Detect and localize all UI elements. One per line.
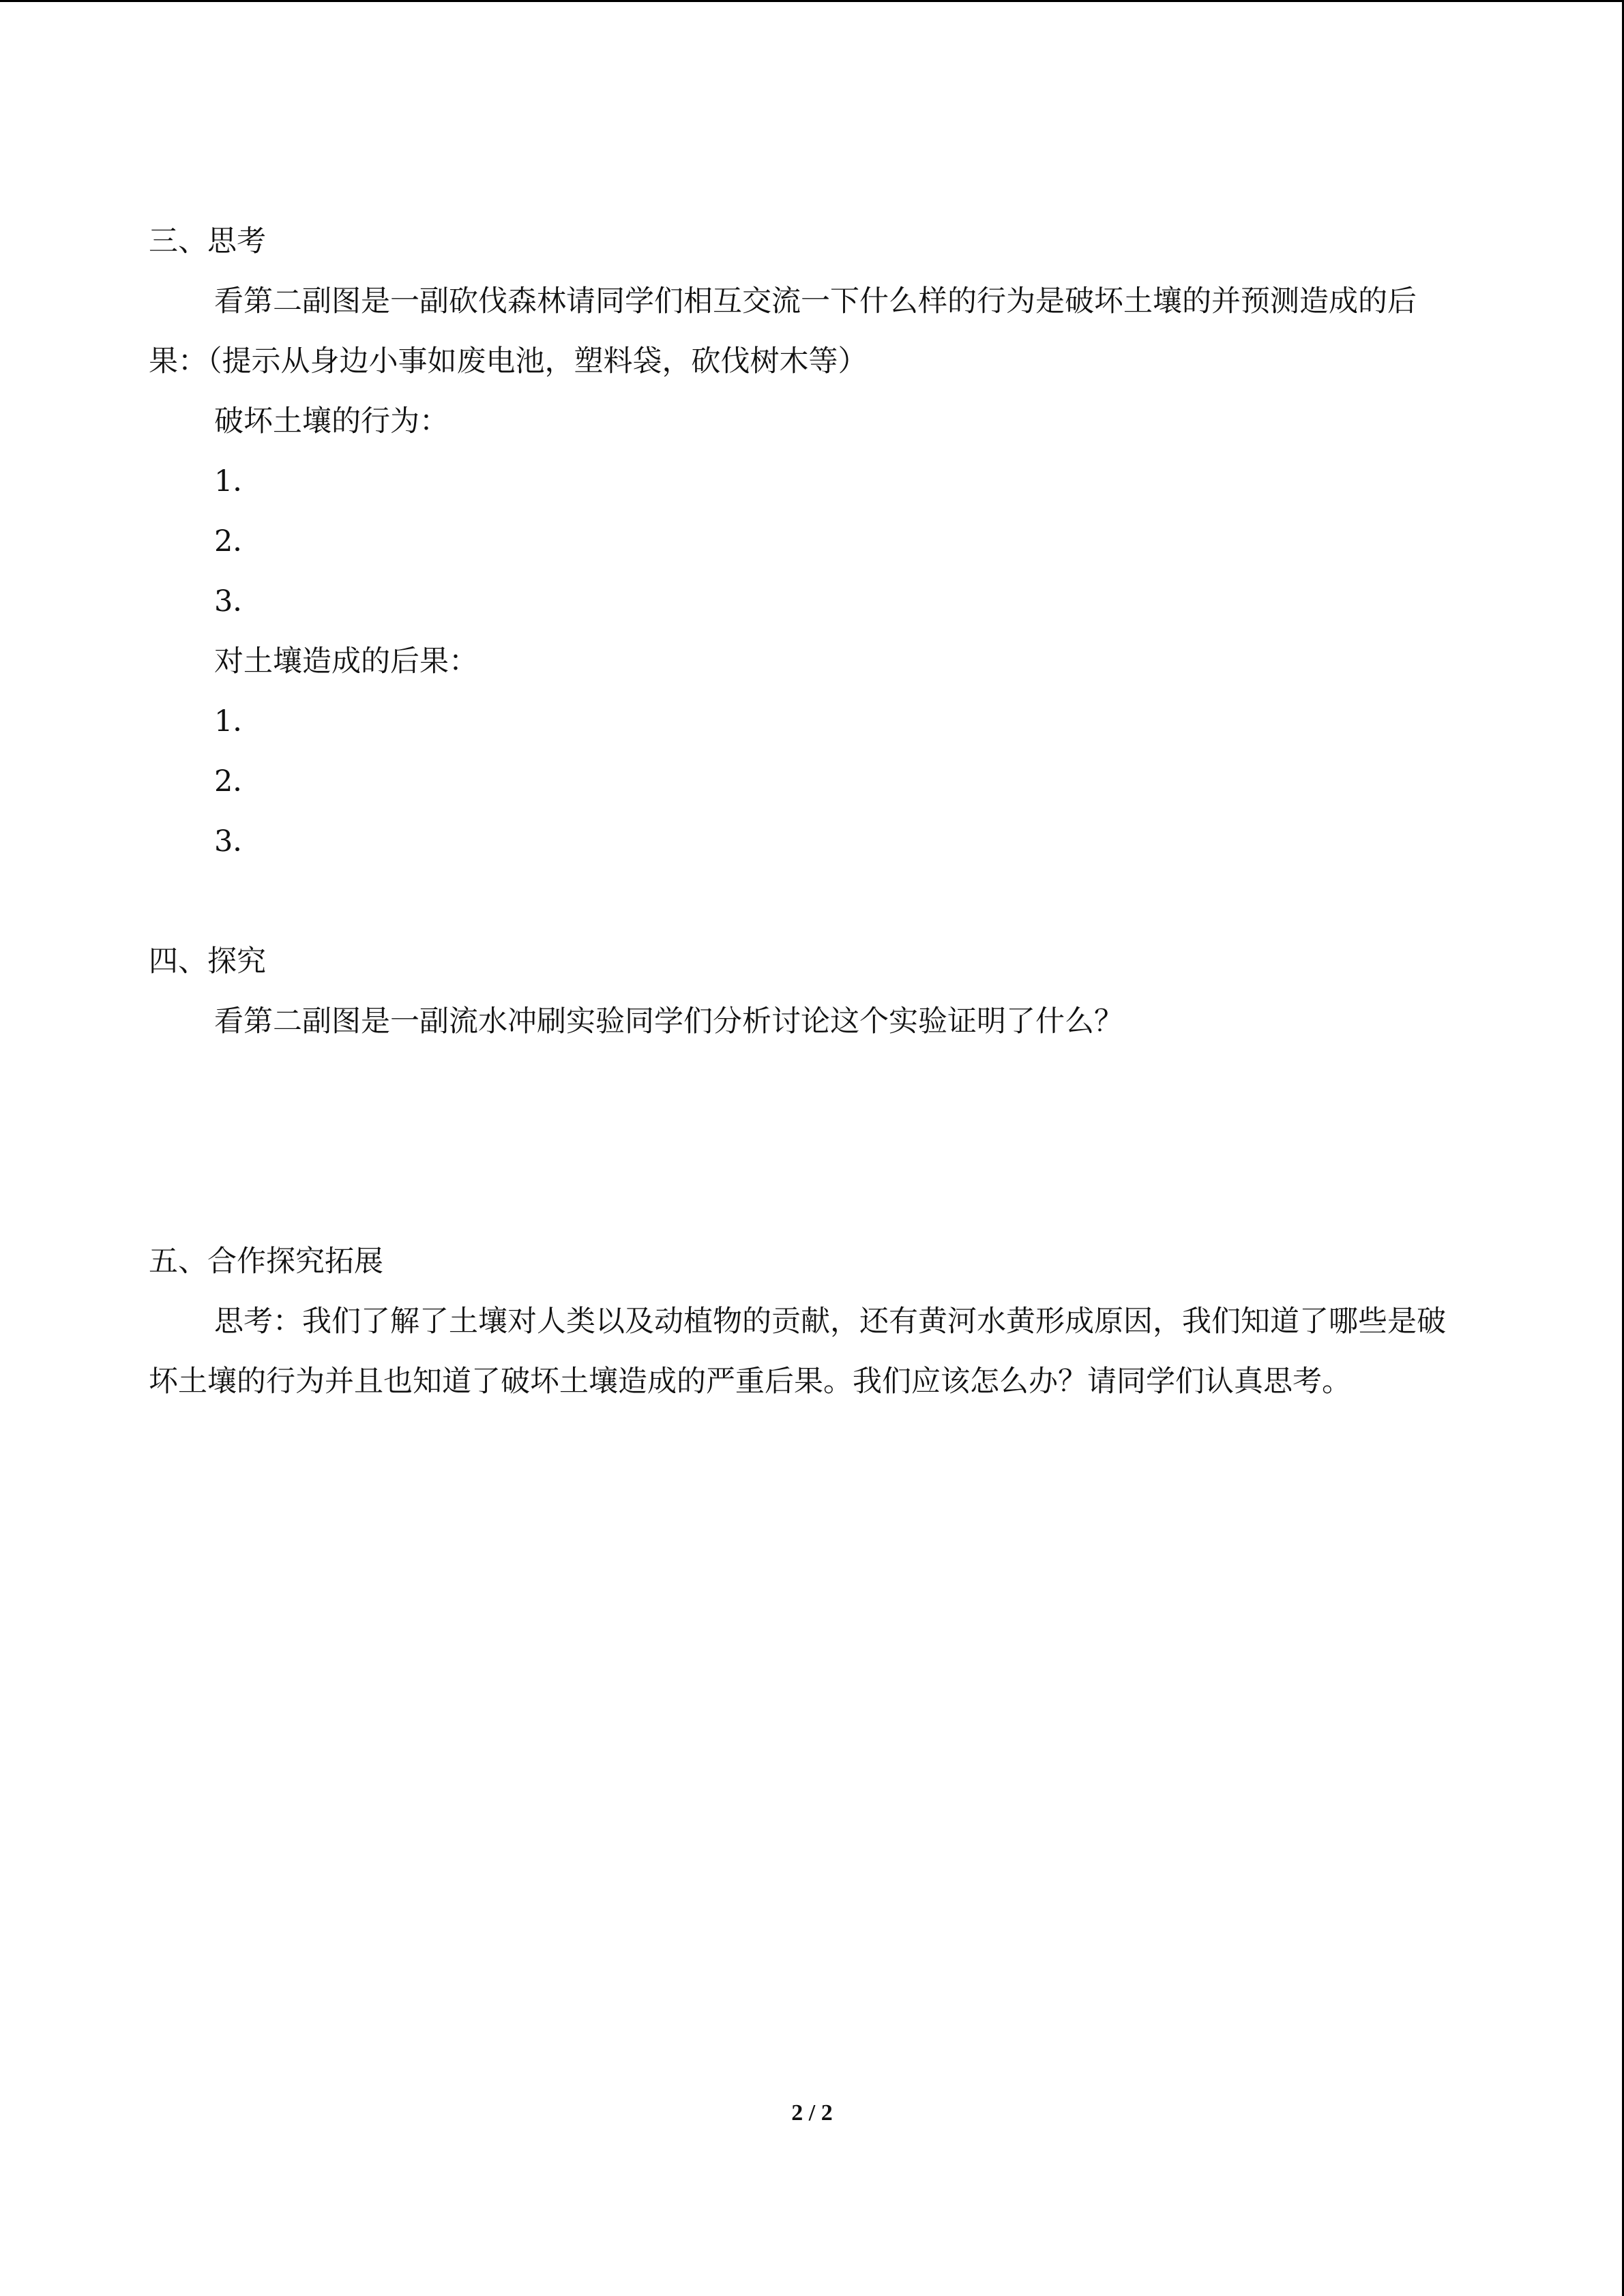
section-paragraph: 看第二副图是一副砍伐森林请同学们相互交流一下什么样的行为是破坏土壤的并预测造成的后果：（提示从身边小事如废电池，塑料袋，砍伐树木等） <box>149 284 1417 378</box>
page-number: 2 / 2 <box>791 2100 833 2126</box>
list-item: 2． <box>214 524 263 558</box>
list-item: 2． <box>214 764 263 799</box>
consequences-label: 对土壤造成的后果： <box>214 644 478 679</box>
list-item: 1． <box>214 464 263 498</box>
behaviors-label: 破坏土壤的行为： <box>214 404 449 438</box>
spacer <box>149 871 1458 931</box>
list-item: 3． <box>214 584 263 618</box>
section-heading: 四、探究 <box>149 944 266 979</box>
section-paragraph: 思考：我们了解了土壤对人类以及动植物的贡献，还有黄河水黄形成原因，我们知道了哪些是破坏土壤的行为并且也知道了破坏土壤造成的严重后果。我们应该怎么办？请同学们认真思考。 <box>149 1304 1446 1399</box>
section-heading: 三、思考 <box>149 224 266 258</box>
document-body <box>149 211 1458 1412</box>
list-item: 3． <box>214 824 263 859</box>
section-paragraph: 看第二副图是一副流水冲刷实验同学们分析讨论这个实验证明了什么？ <box>214 1004 1123 1039</box>
section-cooperative <box>149 1232 1458 1412</box>
answer-space <box>149 1052 1458 1232</box>
section-thinking <box>149 211 1458 871</box>
section-inquiry <box>149 931 1458 1052</box>
list-item: 1． <box>214 704 263 739</box>
section-heading: 五、合作探究拓展 <box>149 1244 383 1279</box>
